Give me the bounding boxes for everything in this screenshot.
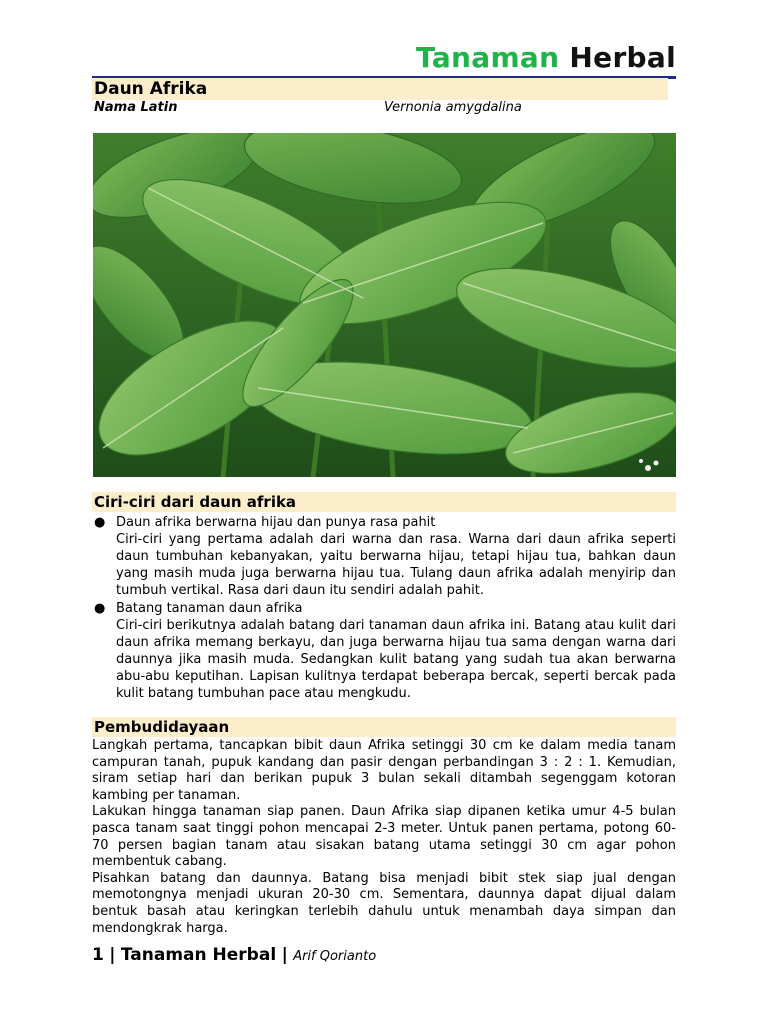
latin-name-row xyxy=(94,100,670,118)
footer-author: Arif Qorianto xyxy=(293,949,377,964)
paragraph: Lakukan hingga tanaman siap panen. Daun Afrika siap dipanen ketika umur 4-5 bulan pasca tanam saat tinggi pohon mencapai 2-3 meter. Untuk panen pertama, potong 60-70 persen bagian tanam atau sisakan batang utama setinggi 30 cm agar pohon membentuk cabang. xyxy=(92,804,676,870)
title-word-tanaman: Tanaman xyxy=(416,41,560,74)
paragraph: Pisahkan batang dan daunnya. Batang bisa menjadi bibit stek siap jual dengan memotongnya menjadi ukuran 20-30 cm. Sementara, daunnya dapat dijual dalam bentuk basah atau keringkan terlebih dahulu untuk menambah daya simpan dan mendongkrak harga. xyxy=(92,870,676,936)
list-item-text: Ciri-ciri berikutnya adalah batang dari tanaman daun afrika ini. Batang atau kulit dari daun afrika memang berkayu, dan juga berwarna hijau tua sama dengan warna dari daunnya jika masih muda. Sedangkan kulit batang yang sudah tua akan berwarna abu-abu keputihan. Lapisan kulitnya terdapat beberapa bercak, seperti bercak pada kulit batang tumbuhan pace atau mengkudu. xyxy=(116,618,676,701)
budidaya-section-bar xyxy=(92,717,676,737)
list-item xyxy=(92,600,676,702)
latin-name-label: Nama Latin xyxy=(94,100,178,115)
plant-name: Daun Afrika xyxy=(94,79,208,99)
leaf-icon xyxy=(93,133,676,477)
page-header xyxy=(92,40,676,79)
list-item-text: Ciri-ciri yang pertama adalah dari warna dan rasa. Warna dari daun afrika seperti daun tumbuhan kebanyakan, yaitu berwarna hijau, tetapi hijau tua, bahkan daun yang masih muda juga berwarna hijau tua. Tulang daun afrika adalah menyirip dan tumbuh vertikal. Rasa dari daun itu sendiri adalah pahit. xyxy=(116,532,676,598)
plant-title-bar xyxy=(92,78,668,100)
ciri-section-bar xyxy=(92,492,676,512)
plant-photo xyxy=(93,133,676,477)
budidaya-body xyxy=(92,738,676,937)
paragraph: Langkah pertama, tancapkan bibit daun Afrika setinggi 30 cm ke dalam media tanam campuran tanah, pupuk kandang dan pasir dengan perbandingan 3 : 2 : 1. Kemudian, siram setiap hari dan berikan pupuk 3 bulan sekali ditambah segenggam kotoran kambing per tanaman. xyxy=(92,738,676,803)
footer-title: Tanaman Herbal xyxy=(120,945,277,965)
footer-separator: | xyxy=(281,945,288,965)
bullet-icon: ● xyxy=(94,601,106,616)
bullet-icon: ● xyxy=(94,515,106,530)
title-word-herbal: Herbal xyxy=(569,41,676,74)
list-item-heading: Daun afrika berwarna hijau dan punya rasa pahit xyxy=(116,515,436,530)
page-number: 1 xyxy=(92,945,104,965)
list-item-heading: Batang tanaman daun afrika xyxy=(116,601,303,616)
document-title xyxy=(416,41,676,74)
list-item xyxy=(92,514,676,599)
page-footer xyxy=(92,944,676,966)
ciri-list xyxy=(92,514,676,702)
footer-separator: | xyxy=(109,945,116,965)
latin-name-value: Vernonia amygdalina xyxy=(384,100,522,115)
budidaya-section-title: Pembudidayaan xyxy=(94,718,230,736)
ciri-section-title: Ciri-ciri dari daun afrika xyxy=(94,493,297,511)
